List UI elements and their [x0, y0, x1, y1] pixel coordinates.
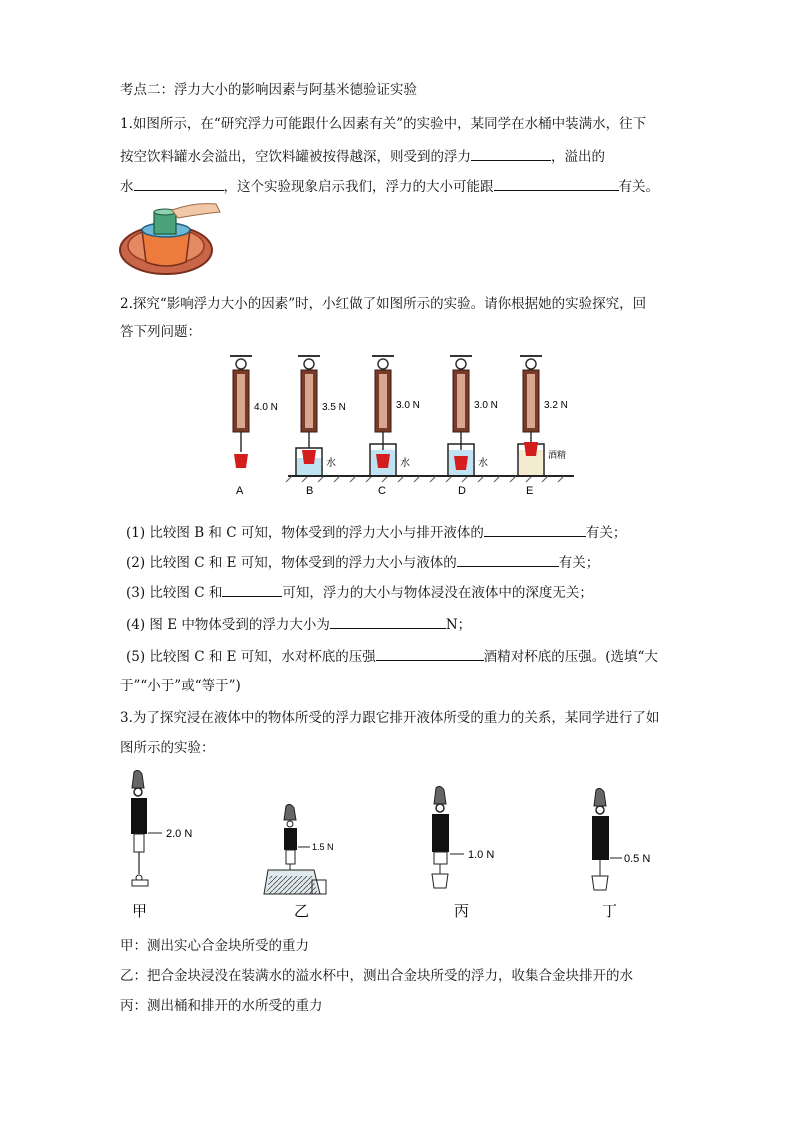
spring-scale-figure: [218, 348, 578, 500]
label-water-d: 水: [478, 458, 488, 469]
q3-step-bing: 丙：测出桶和排开的水所受的重力: [120, 998, 323, 1014]
reading-a: 4.0 N: [254, 402, 278, 413]
q2-blank-1[interactable]: [484, 522, 586, 537]
q2-sub-2: [126, 552, 599, 573]
scale-ding: [592, 788, 622, 890]
letter-a: A: [236, 485, 244, 497]
q1-line-3-text: ，这个实验现象启示我们，浮力的大小可能跟: [223, 179, 494, 195]
q2-line-1: 2.探究“影响浮力大小的因素”时，小红做了如图所示的实验。请你根据她的实验探究，回: [120, 296, 647, 312]
scale-a: [230, 356, 252, 468]
reading-ding: 0.5 N: [624, 853, 651, 865]
q2-blank-5[interactable]: [376, 646, 484, 661]
label-water-b: 水: [326, 458, 336, 469]
label-bing: 丙: [454, 902, 470, 920]
reading-bing: 1.0 N: [468, 849, 495, 861]
letter-d: D: [458, 485, 466, 497]
scale-jia: [131, 770, 162, 886]
scale-bing: [432, 786, 464, 888]
archimedes-figure: [118, 770, 678, 920]
q2-sub-5-tail: 酒精对杯底的压强。(选填“大: [483, 649, 658, 665]
q2-sub-2-tail: 有关；: [558, 555, 600, 571]
q3-step-jia: 甲：测出实心合金块所受的重力: [120, 938, 309, 954]
scale-e: [518, 356, 544, 476]
label-water-c: 水: [400, 458, 410, 469]
label-jia: 甲: [132, 902, 148, 920]
q1-line-3-tail: 有关。: [618, 179, 659, 195]
q2-blank-3[interactable]: [222, 582, 282, 597]
q2-sub-4-tail: N；: [445, 617, 472, 633]
q3-step-yi: 乙：把合金块浸没在装满水的溢水杯中，测出合金块所受的浮力，收集合金块排开的水: [120, 968, 633, 984]
q2-sub-3: [126, 582, 593, 603]
scale-c: [370, 356, 396, 476]
q2-sub-1-text: (1) 比较图 B 和 C 可知，物体受到的浮力大小与排开液体的: [126, 525, 484, 541]
q1-line-2-tail: ，溢出的: [551, 149, 605, 165]
q2-sub-5-text: (5) 比较图 C 和 E 可知，水对杯底的压强: [126, 649, 376, 665]
q1-blank-overflow[interactable]: [134, 176, 224, 191]
q1-line-1: 1.如图所示，在“研究浮力可能跟什么因素有关”的实验中，某同学在水桶中装满水，往下: [120, 116, 647, 132]
q1-blank-buoyancy[interactable]: [471, 146, 551, 161]
label-ding: 丁: [602, 902, 618, 920]
section-heading: 考点二：浮力大小的影响因素与阿基米德验证实验: [120, 82, 417, 98]
bucket-can-figure: [116, 200, 226, 278]
reading-yi: 1.5 N: [312, 842, 334, 852]
label-yi: 乙: [294, 902, 310, 920]
q1-line-2-text: 按空饮料罐水会溢出，空饮料罐被按得越深，则受到的浮力: [120, 149, 471, 165]
letter-b: B: [306, 485, 314, 497]
q1-line-3: [120, 176, 659, 197]
reading-jia: 2.0 N: [166, 828, 193, 840]
q2-sub-4-text: (4) 图 E 中物体受到的浮力大小为: [126, 617, 330, 633]
q2-sub-3-text: (3) 比较图 C 和: [126, 585, 223, 601]
label-alcohol-e: 酒精: [548, 451, 567, 461]
reading-d: 3.0 N: [474, 400, 498, 411]
reading-c: 3.0 N: [396, 400, 420, 411]
q2-blank-4[interactable]: [330, 614, 446, 629]
reading-e: 3.2 N: [544, 400, 568, 411]
q2-sub-1: [126, 522, 626, 543]
q2-sub-4: [126, 614, 471, 635]
q1-blank-factor[interactable]: [494, 176, 619, 191]
q1-line-3-head: 水: [120, 179, 134, 195]
q2-sub-3-tail: 可知，浮力的大小与物体浸没在液体中的深度无关；: [282, 585, 593, 601]
scale-b: [296, 356, 322, 476]
q2-sub-5: [126, 646, 658, 667]
letter-c: C: [378, 485, 386, 497]
q3-line-1: 3.为了探究浸在液体中的物体所受的浮力跟它排开液体所受的重力的关系，某同学进行了如: [120, 710, 660, 726]
q2-line-2: 答下列问题：: [120, 324, 201, 340]
q1-line-2: [120, 146, 605, 167]
reading-b: 3.5 N: [322, 402, 346, 413]
scale-d: [448, 356, 474, 476]
q2-sub-1-tail: 有关；: [585, 525, 627, 541]
letter-e: E: [526, 485, 534, 497]
q2-sub-2-text: (2) 比较图 C 和 E 可知，物体受到的浮力大小与液体的: [126, 555, 457, 571]
q2-sub-5-cont: 于”“小于”或“等于”): [120, 678, 241, 694]
q2-blank-2[interactable]: [457, 552, 559, 567]
q3-line-2: 图所示的实验：: [120, 740, 215, 756]
